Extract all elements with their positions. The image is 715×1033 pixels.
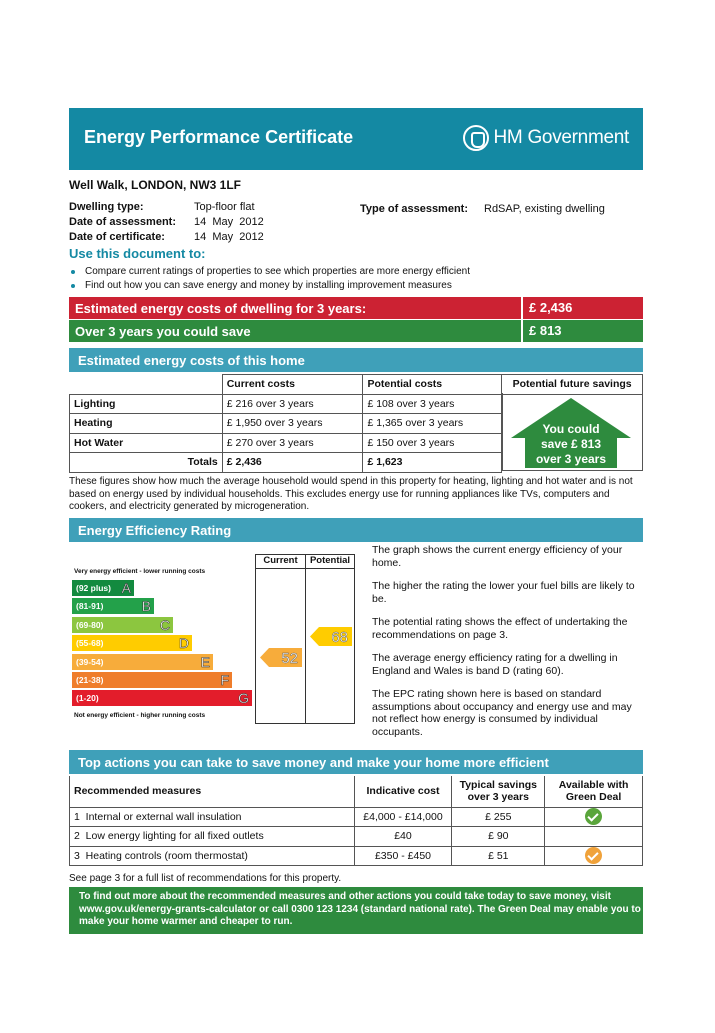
total-potential: £ 1,623 [363, 453, 502, 473]
paragraph: The EPC rating shown here is based on standard assumptions about occupancy and energy use and may not reflect how energy is consumed by individual occupants. [372, 688, 632, 738]
footer-banner: To find out more about the recommended measures and other actions you could take today to save money, visit www.gov.uk/energy-grants-calculator or call 0300 123 1234 (standard national rate). The Green Deal may enable you to make your home warmer and cheaper to run. [69, 887, 643, 934]
header-future-savings: Potential future savings [502, 375, 643, 395]
green-check-icon [585, 808, 602, 825]
rating-band-g [72, 690, 252, 706]
potential-cost: £ 108 over 3 years [363, 394, 502, 414]
divider [256, 723, 355, 724]
rating-band-c [72, 617, 173, 633]
cost: £350 - £450 [354, 846, 452, 866]
band-range: (81-91) [76, 601, 104, 612]
could-save-bar [69, 320, 643, 342]
bullet-icon [71, 284, 75, 288]
property-address: Well Walk, LONDON, NW3 1LF [69, 178, 242, 192]
assessment-date-label: Date of assessment: [69, 216, 176, 228]
divider [354, 554, 355, 724]
estimated-costs-value: £ 2,436 [521, 297, 643, 319]
potential-cost: £ 1,365 over 3 years [363, 414, 502, 434]
could-save-value: £ 813 [521, 320, 643, 342]
section-title: Energy Efficiency Rating [78, 523, 232, 538]
inefficient-label: Not energy efficient - higher running costs [74, 712, 206, 719]
current-cost: £ 1,950 over 3 years [222, 414, 363, 434]
orange-check-icon [585, 847, 602, 864]
paragraph: The average energy efficiency rating for a dwelling in England and Wales is band D (rating 60). [372, 652, 618, 677]
hm-government-logo [463, 125, 629, 151]
band-letter: E [200, 653, 210, 670]
band-letter: D [178, 635, 189, 652]
header-cost: Indicative cost [354, 776, 452, 807]
band-letter: G [238, 690, 249, 707]
row-label: Heating [70, 414, 223, 434]
row-label: Hot Water [70, 433, 223, 453]
potential-column-header: Potential [309, 555, 351, 566]
band-range: (39-54) [76, 656, 104, 667]
gov-text: HM Government [493, 127, 629, 148]
eer-explanation [372, 544, 644, 749]
dwelling-type-value: Top-floor flat [194, 201, 255, 213]
measure: 3 Heating controls (room thermostat) [70, 846, 355, 866]
efficient-label: Very energy efficient - lower running costs [74, 568, 206, 575]
see-more-note: See page 3 for a full list of recommendations for this property. [69, 873, 342, 884]
rating-band-b [72, 598, 154, 614]
bullet-icon [71, 270, 75, 274]
estimated-costs-bar [69, 297, 643, 319]
header-savings: Typical savings over 3 years [452, 776, 545, 807]
paragraph: The graph shows the current energy efficiency of your home. [372, 544, 623, 569]
crest-icon [463, 125, 489, 151]
saving: £ 90 [452, 827, 545, 847]
band-letter: A [121, 580, 131, 596]
band-range: (92 plus) [76, 583, 111, 593]
energy-rating-chart [69, 554, 355, 724]
cost: £40 [354, 827, 452, 847]
savings-line-1: You could [542, 422, 600, 436]
current-cost: £ 216 over 3 years [222, 394, 363, 414]
bullet-text: Compare current ratings of properties to see which properties are more energy efficient [85, 266, 471, 277]
list-item [69, 265, 470, 279]
rating-band-a [72, 580, 134, 596]
estimated-costs-label: Estimated energy costs of dwelling for 3 years: [75, 301, 367, 316]
actions-section-header [69, 750, 643, 774]
certificate-meta [69, 200, 264, 245]
assessment-date-value: 14 May 2012 [194, 216, 264, 228]
could-save-label: Over 3 years you could save [75, 324, 251, 339]
section-title: Top actions you can take to save money and make your home more efficient [78, 755, 549, 770]
saving: £ 255 [452, 807, 545, 827]
certificate-date-value: 14 May 2012 [194, 231, 264, 243]
current-cost: £ 270 over 3 years [222, 433, 363, 453]
assessment-type-value: RdSAP, existing dwelling [484, 203, 605, 215]
potential-rating-arrow [310, 627, 352, 646]
totals-label: Totals [70, 453, 223, 473]
header-potential-costs: Potential costs [363, 375, 502, 395]
dwelling-type-label: Dwelling type: [69, 201, 144, 213]
current-rating-arrow [260, 648, 302, 667]
paragraph: The higher the rating the lower your fuel bills are likely to be. [372, 580, 635, 605]
list-item [69, 279, 470, 293]
header-current-costs: Current costs [222, 375, 363, 395]
savings-line-3: over 3 years [535, 452, 607, 466]
divider [305, 554, 306, 724]
measure: 2 Low energy lighting for all fixed outlets [70, 827, 355, 847]
band-range: (21-38) [76, 675, 104, 685]
actions-table [69, 776, 643, 866]
assessment-type-label: Type of assessment: [360, 203, 469, 215]
potential-rating: 68 [331, 629, 348, 646]
savings-line-2: save £ 813 [540, 437, 602, 451]
table-row [70, 807, 643, 827]
use-bullets [69, 265, 470, 293]
rating-band-e [72, 654, 213, 670]
table-row [70, 846, 643, 866]
divider [255, 554, 256, 724]
band-range: (69-80) [76, 619, 104, 630]
row-label: Lighting [70, 394, 223, 414]
paragraph: The potential rating shows the effect of undertaking the recommendations on page 3. [372, 616, 628, 641]
header-banner [69, 108, 643, 170]
costs-section-header [69, 348, 643, 372]
band-letter: F [220, 672, 229, 688]
rating-band-d [72, 635, 192, 651]
saving: £ 51 [452, 846, 545, 866]
eer-section-header [69, 518, 643, 542]
certificate-date-label: Date of certificate: [69, 231, 165, 243]
current-column-header: Current [263, 555, 298, 566]
section-title: Estimated energy costs of this home [78, 353, 305, 368]
header-measures: Recommended measures [70, 776, 355, 807]
band-letter: B [141, 598, 151, 615]
total-current: £ 2,436 [222, 453, 363, 473]
bullet-text: Find out how you can save energy and money by installing improvement measures [85, 280, 452, 291]
band-range: (55-68) [76, 638, 104, 649]
costs-note: These figures show how much the average household would spend in this property for heating, lighting and hot water and is not based on energy used by individual households. This excludes energy use for running appliances like TVs, computers and cookers, and electricity generated by microgeneration. [69, 476, 633, 512]
measure: 1 Internal or external wall insulation [70, 807, 355, 827]
potential-cost: £ 150 over 3 years [363, 433, 502, 453]
use-document-title: Use this document to: [69, 246, 206, 261]
band-letter: C [159, 616, 170, 633]
table-row [70, 827, 643, 847]
savings-arrow-icon [511, 398, 631, 468]
page-title: Energy Performance Certificate [84, 127, 354, 147]
assessment-type [360, 203, 605, 215]
divider [256, 568, 355, 569]
header-green-deal: Available with Green Deal [545, 776, 643, 807]
rating-band-f [72, 672, 232, 688]
band-range: (1-20) [76, 693, 99, 704]
current-rating: 52 [281, 650, 298, 667]
cost: £4,000 - £14,000 [354, 807, 452, 827]
